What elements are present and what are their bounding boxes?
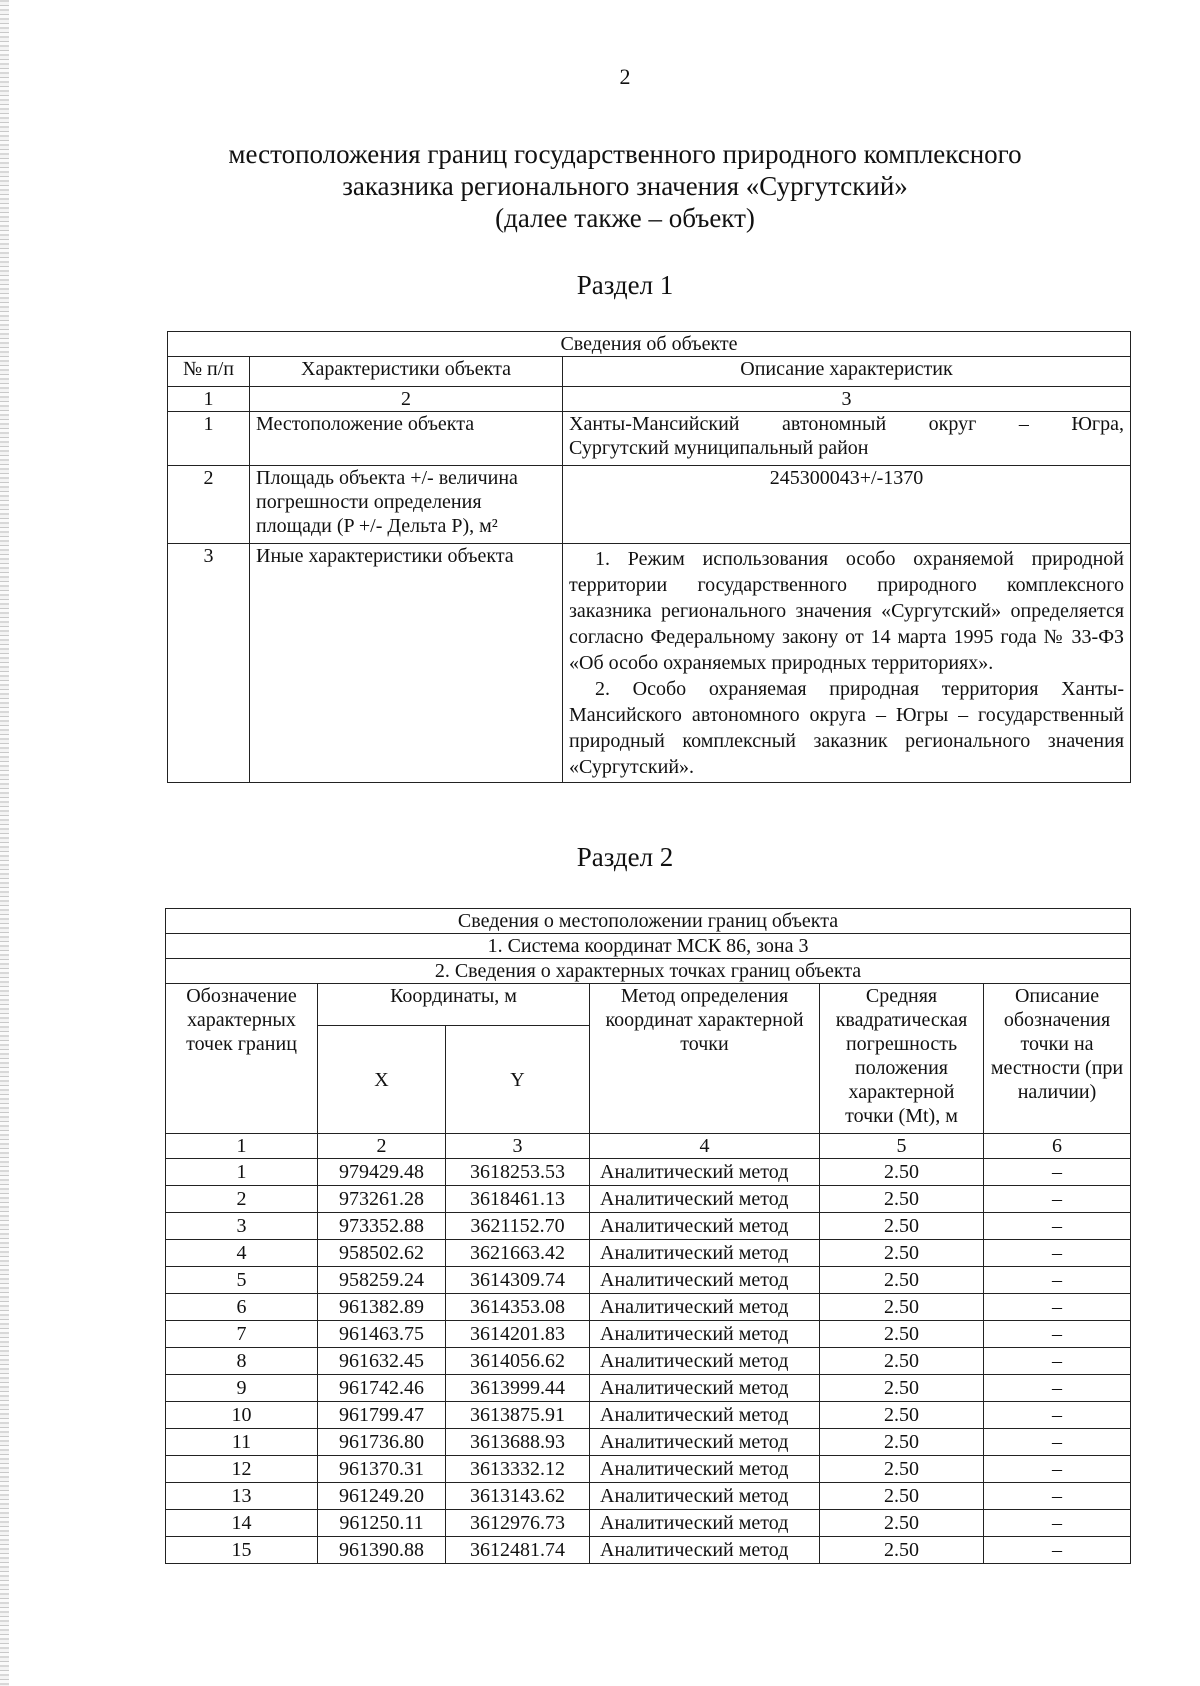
coord-x: 961390.88 [318, 1537, 446, 1564]
title-line-1: местоположения границ государственного природного комплексного [228, 139, 1022, 169]
point-description: – [984, 1375, 1131, 1402]
table-row [166, 1429, 1131, 1456]
characteristic-desc: 245300043+/-1370 [563, 466, 1131, 544]
header-x: X [318, 1026, 446, 1134]
desc-line: Сургутский муниципальный район [569, 437, 869, 459]
table-row [166, 1186, 1131, 1213]
point-description: – [984, 1321, 1131, 1348]
table-row [166, 1267, 1131, 1294]
error-value: 2.50 [820, 1402, 984, 1429]
object-info-table [167, 331, 1131, 783]
table-row [166, 1294, 1131, 1321]
coord-y: 3613332.12 [446, 1456, 590, 1483]
coord-y: 3614056.62 [446, 1348, 590, 1375]
point-number: 11 [166, 1429, 318, 1456]
method: Аналитический метод [590, 1483, 820, 1510]
coord-x: 958259.24 [318, 1267, 446, 1294]
coord-x: 973261.28 [318, 1186, 446, 1213]
table-title: Сведения об объекте [168, 332, 1131, 357]
point-description: – [984, 1537, 1131, 1564]
method: Аналитический метод [590, 1294, 820, 1321]
point-description: – [984, 1483, 1131, 1510]
point-number: 5 [166, 1267, 318, 1294]
method: Аналитический метод [590, 1213, 820, 1240]
table-title: Сведения о местоположении границ объекта [166, 909, 1131, 934]
column-header: Описание характеристик [563, 357, 1131, 387]
point-description: – [984, 1240, 1131, 1267]
point-description: – [984, 1429, 1131, 1456]
point-number: 9 [166, 1375, 318, 1402]
title-line-2: заказника регионального значения «Сургутский» [342, 171, 908, 201]
point-description: – [984, 1510, 1131, 1537]
error-value: 2.50 [820, 1213, 984, 1240]
table-row [166, 1240, 1131, 1267]
coord-x: 961632.45 [318, 1348, 446, 1375]
table-row [166, 1537, 1131, 1564]
table-row [166, 1159, 1131, 1186]
error-value: 2.50 [820, 1456, 984, 1483]
method: Аналитический метод [590, 1267, 820, 1294]
row-number: 2 [168, 466, 250, 544]
point-number: 10 [166, 1402, 318, 1429]
coord-x: 961249.20 [318, 1483, 446, 1510]
table-row [168, 466, 1131, 544]
coord-y: 3612976.73 [446, 1510, 590, 1537]
title-line-3: (далее также – объект) [495, 203, 755, 233]
point-description: – [984, 1456, 1131, 1483]
section-2-heading: Раздел 2 [576, 842, 674, 872]
error-value: 2.50 [820, 1240, 984, 1267]
method: Аналитический метод [590, 1186, 820, 1213]
coord-x: 961463.75 [318, 1321, 446, 1348]
table-row [166, 1402, 1131, 1429]
header-y: Y [446, 1026, 590, 1134]
desc-paragraph: 1. Режим использования особо охраняемой природной территории государственного природного комплексного заказника регионального значения «Сургутский» определяется согласно Федеральному закону от 14 марта 1995 года № 33-ФЗ «Об особо охраняемых природных территориях». [569, 548, 1125, 674]
points-subtitle: 2. Сведения о характерных точках границ объекта [166, 959, 1131, 984]
column-number: 3 [446, 1134, 590, 1159]
error-value: 2.50 [820, 1348, 984, 1375]
point-number: 1 [166, 1159, 318, 1186]
header-coords: Координаты, м [318, 984, 590, 1026]
error-value: 2.50 [820, 1429, 984, 1456]
column-header: Характеристики объекта [250, 357, 563, 387]
coord-x: 973352.88 [318, 1213, 446, 1240]
column-number: 5 [820, 1134, 984, 1159]
row-number: 1 [168, 412, 250, 466]
coord-y: 3621663.42 [446, 1240, 590, 1267]
row-number: 3 [168, 544, 250, 783]
point-number: 13 [166, 1483, 318, 1510]
column-number: 2 [318, 1134, 446, 1159]
point-number: 12 [166, 1456, 318, 1483]
document-title [0, 138, 1200, 234]
table-row [166, 1456, 1131, 1483]
section-1-heading: Раздел 1 [576, 270, 674, 300]
characteristic-name: Местоположение объекта [250, 412, 563, 466]
point-description: – [984, 1213, 1131, 1240]
header-error: Средняя квадратическая погрешность положения характерной точки (Mt), м [820, 984, 984, 1134]
table-row [168, 544, 1131, 783]
method: Аналитический метод [590, 1429, 820, 1456]
point-description: – [984, 1348, 1131, 1375]
coord-x: 961799.47 [318, 1402, 446, 1429]
desc-line: Ханты-Мансийский автономный округ – Югра, [569, 413, 1125, 435]
coord-y: 3613999.44 [446, 1375, 590, 1402]
point-number: 2 [166, 1186, 318, 1213]
coord-x: 961382.89 [318, 1294, 446, 1321]
column-number: 1 [166, 1134, 318, 1159]
point-number: 6 [166, 1294, 318, 1321]
coord-y: 3614201.83 [446, 1321, 590, 1348]
characteristic-name: Площадь объекта +/- величина погрешности определения площади (P +/- Дельта P), м² [250, 466, 563, 544]
boundary-points-table [165, 908, 1131, 1564]
error-value: 2.50 [820, 1537, 984, 1564]
table-row [166, 1510, 1131, 1537]
point-number: 15 [166, 1537, 318, 1564]
method: Аналитический метод [590, 1510, 820, 1537]
column-number: 2 [250, 387, 563, 412]
method: Аналитический метод [590, 1537, 820, 1564]
coord-y: 3613875.91 [446, 1402, 590, 1429]
column-number: 3 [563, 387, 1131, 412]
coord-x: 961736.80 [318, 1429, 446, 1456]
method: Аналитический метод [590, 1456, 820, 1483]
point-description: – [984, 1402, 1131, 1429]
column-number: 1 [168, 387, 250, 412]
method: Аналитический метод [590, 1240, 820, 1267]
column-number: 4 [590, 1134, 820, 1159]
header-desc: Описание обозначения точки на местности (при наличии) [984, 984, 1131, 1134]
coord-y: 3614353.08 [446, 1294, 590, 1321]
characteristic-name: Иные характеристики объекта [250, 544, 563, 783]
page-number: 2 [619, 64, 631, 89]
column-number: 6 [984, 1134, 1131, 1159]
table-row [166, 1213, 1131, 1240]
point-number: 7 [166, 1321, 318, 1348]
coord-x: 979429.48 [318, 1159, 446, 1186]
point-number: 8 [166, 1348, 318, 1375]
point-number: 14 [166, 1510, 318, 1537]
coord-y: 3612481.74 [446, 1537, 590, 1564]
header-method: Метод определения координат характерной точки [590, 984, 820, 1134]
coord-x: 958502.62 [318, 1240, 446, 1267]
coord-y: 3613143.62 [446, 1483, 590, 1510]
point-number: 3 [166, 1213, 318, 1240]
method: Аналитический метод [590, 1321, 820, 1348]
coord-y: 3618461.13 [446, 1186, 590, 1213]
table-row [166, 1348, 1131, 1375]
table-row [168, 412, 1131, 466]
coord-y: 3613688.93 [446, 1429, 590, 1456]
coord-x: 961742.46 [318, 1375, 446, 1402]
table-row [166, 1321, 1131, 1348]
table-row [166, 1483, 1131, 1510]
error-value: 2.50 [820, 1294, 984, 1321]
desc-paragraph: 2. Особо охраняемая природная территория Ханты-Мансийского автономного округа – Югры – государственный природный комплексный заказник регионального значения «Сургутский». [569, 678, 1125, 778]
point-description: – [984, 1294, 1131, 1321]
coord-y: 3621152.70 [446, 1213, 590, 1240]
error-value: 2.50 [820, 1267, 984, 1294]
column-header: № п/п [168, 357, 250, 387]
coord-x: 961250.11 [318, 1510, 446, 1537]
characteristic-desc [563, 544, 1131, 783]
method: Аналитический метод [590, 1348, 820, 1375]
point-description: – [984, 1159, 1131, 1186]
method: Аналитический метод [590, 1402, 820, 1429]
method: Аналитический метод [590, 1159, 820, 1186]
point-description: – [984, 1186, 1131, 1213]
coord-x: 961370.31 [318, 1456, 446, 1483]
table-row [166, 1375, 1131, 1402]
error-value: 2.50 [820, 1321, 984, 1348]
error-value: 2.50 [820, 1483, 984, 1510]
header-point: Обозначение характерных точек границ [166, 984, 318, 1134]
coord-y: 3614309.74 [446, 1267, 590, 1294]
coordinate-system: 1. Система координат МСК 86, зона 3 [166, 934, 1131, 959]
error-value: 2.50 [820, 1375, 984, 1402]
error-value: 2.50 [820, 1159, 984, 1186]
coord-y: 3618253.53 [446, 1159, 590, 1186]
error-value: 2.50 [820, 1510, 984, 1537]
point-number: 4 [166, 1240, 318, 1267]
characteristic-desc [563, 412, 1131, 466]
error-value: 2.50 [820, 1186, 984, 1213]
method: Аналитический метод [590, 1375, 820, 1402]
point-description: – [984, 1267, 1131, 1294]
